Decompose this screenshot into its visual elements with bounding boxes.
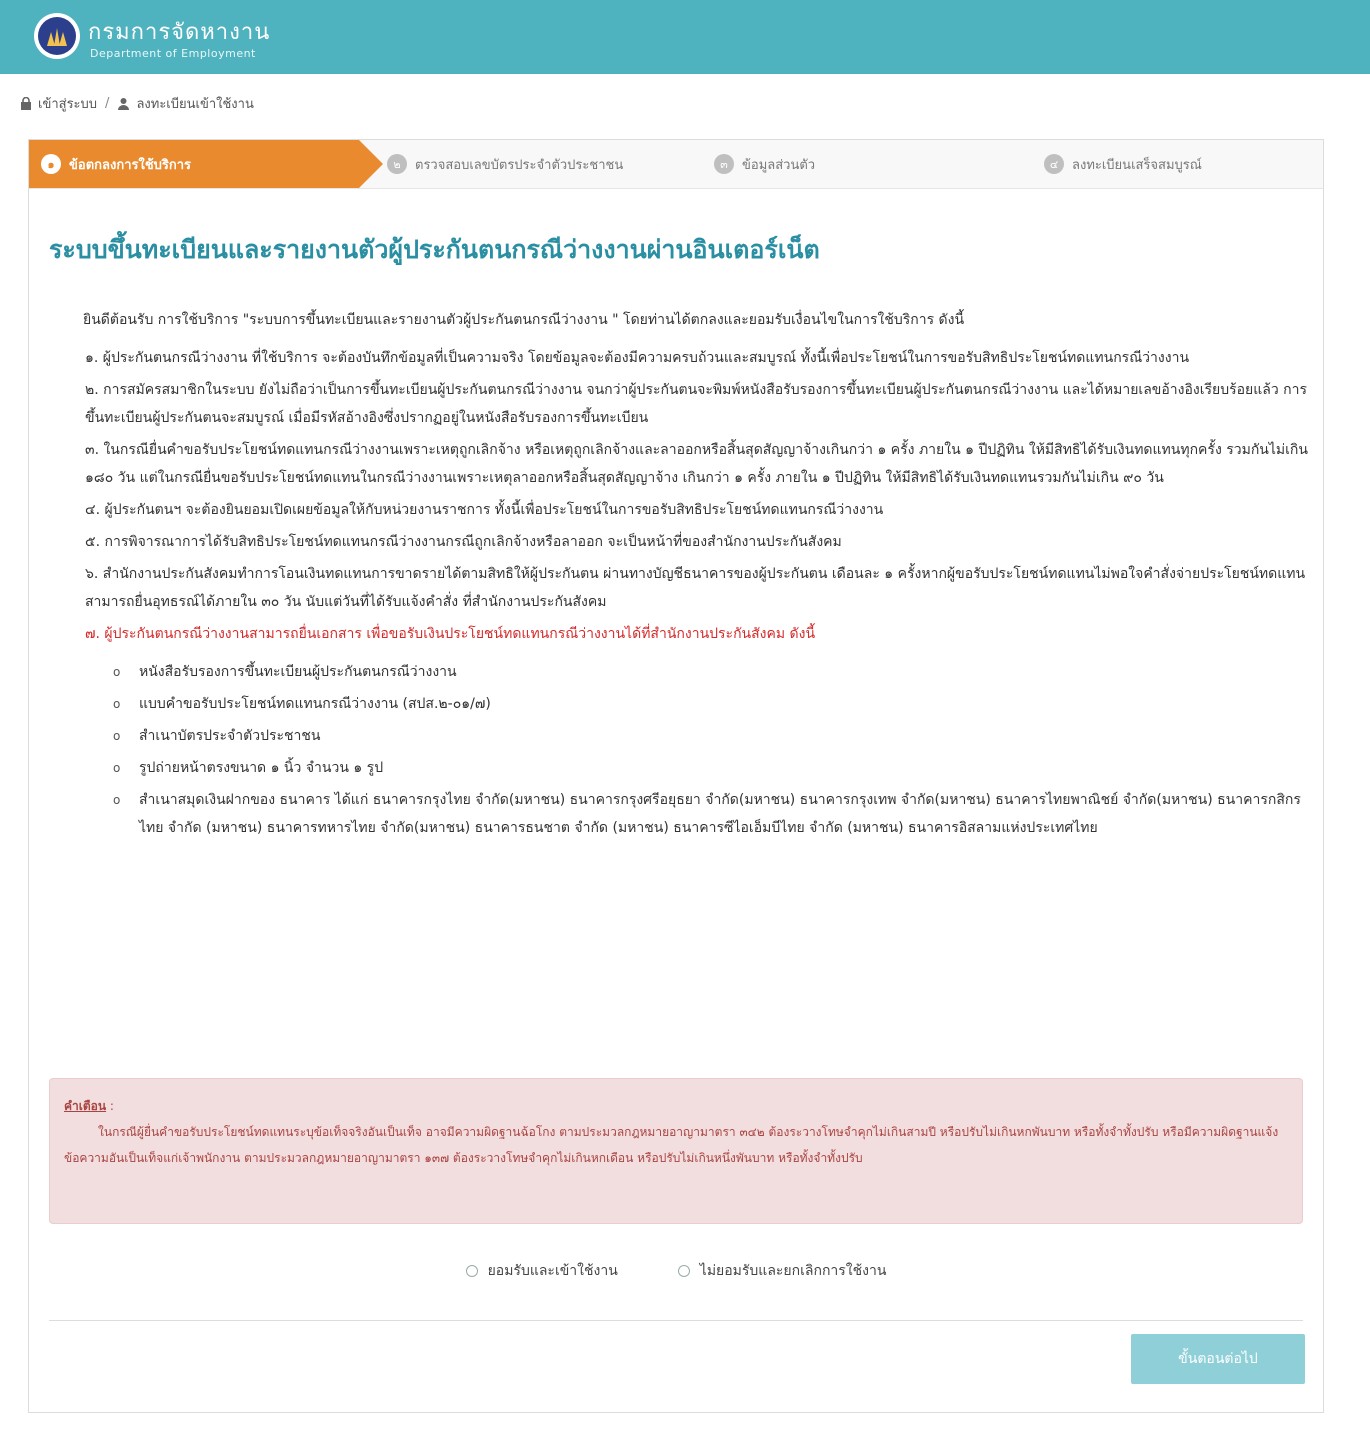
accept-radio-circle[interactable] xyxy=(466,1265,478,1277)
term-item: ๓. ในกรณียื่นคำขอรับประโยชน์ทดแทนกรณีว่างงานเพราะเหตุถูกเลิกจ้าง หรือเหตุถูกเลิกจ้างและลาออกหรือสิ้นสุดสัญญาจ้างเกินกว่า ๑ ครั้ง ภายใน ๑ ปีปฏิทิน ให้มีสิทธิได้รับเงินทดแทนทุกครั้ง รวมกันไม่เกิน ๑๘๐ วัน แต่ในกรณียื่นขอรับประโยชน์ทดแทนในกรณีว่างงานเพราะเหตุลาออกหรือสิ้นสุดสัญญาจ้าง เกินกว่า ๑ ครั้ง ภายใน ๑ ปีปฏิทิน ให้มีสิทธิได้รับเงินทดแทนรวมกันไม่เกิน ๙๐ วัน xyxy=(85,442,1308,486)
step-1-label: ข้อตกลงการใช้บริการ xyxy=(69,157,192,173)
step-1-number: ๑ xyxy=(41,154,61,174)
warning-title: คำเตือน xyxy=(64,1099,107,1113)
decline-radio-label: ไม่ยอมรับและยกเลิกการใช้งาน xyxy=(699,1263,887,1279)
breadcrumb-home[interactable] xyxy=(20,93,97,114)
lock-icon xyxy=(20,97,32,110)
breadcrumb-current xyxy=(117,93,253,114)
department-logo xyxy=(34,13,80,59)
step-4 xyxy=(1044,140,1202,188)
term-item: ๔. ผู้ประกันตนฯ จะต้องยินยอมเปิดเผยข้อมูลให้กับหน่วยงานราชการ ทั้งนี้เพื่อประโยชน์ในการขอรับสิทธิประโยชน์ทดแทนกรณีว่างงาน xyxy=(85,502,884,518)
terms-list xyxy=(49,344,1309,648)
consent-options xyxy=(29,1260,1323,1282)
terms-content xyxy=(49,306,1309,846)
page-title: ระบบขึ้นทะเบียนและรายงานตัวผู้ประกันตนกรณีว่างงานผ่านอินเตอร์เน็ต xyxy=(49,235,820,264)
step-active-bg xyxy=(29,140,359,188)
document-item: o สำเนาสมุดเงินฝากของ ธนาคาร ได้แก่ ธนาคารกรุงไทย จำกัด(มหาชน) ธนาคารกรุงศรีอยุธยา จำกัด(มหาชน) ธนาคารกรุงเทพ จำกัด(มหาชน) ธนาคารไทยพาณิชย์ จำกัด(มหาชน) ธนาคารกสิกรไทย จำกัด (มหาชน) ธนาคารทหารไทย จำกัด(มหาชน) ธนาคารธนชาต จำกัด (มหาชน) ธนาคารซีไอเอ็มบีไทย จำกัด (มหาชน) ธนาคารอิสลามแห่งประเทศไทย xyxy=(107,786,1309,842)
step-2-number: ๒ xyxy=(387,154,407,174)
term-item: ๑. ผู้ประกันตนกรณีว่างงาน ที่ใช้บริการ จะต้องบันทึกข้อมูลที่เป็นความจริง โดยข้อมูลจะต้องมีความครบถ้วนและสมบูรณ์ ทั้งนี้เพื่อประโยชน์ในการขอรับสิทธิประโยชน์ทดแทนกรณีว่างงาน xyxy=(85,350,1190,366)
term-item-highlight: ๗. ผู้ประกันตนกรณีว่างงานสามารถยื่นเอกสาร เพื่อขอรับเงินประโยชน์ทดแทนกรณีว่างงานได้ที่สำนักงานประกันสังคม ดังนี้ xyxy=(85,626,816,642)
document-item: o สำเนาบัตรประจำตัวประชาชน xyxy=(107,722,1309,750)
wizard-steps xyxy=(29,140,1323,189)
document-item: o แบบคำขอรับประโยชน์ทดแทนกรณีว่างงาน (สปส.๒-๐๑/๗) xyxy=(107,690,1309,718)
divider xyxy=(49,1320,1303,1321)
decline-radio[interactable] xyxy=(678,1260,887,1282)
step-2-label: ตรวจสอบเลขบัตรประจำตัวประชาชน xyxy=(415,157,624,173)
decline-radio-circle[interactable] xyxy=(678,1265,690,1277)
registration-panel xyxy=(28,139,1324,1413)
breadcrumb-home-label: เข้าสู่ระบบ xyxy=(38,96,98,112)
required-documents-list xyxy=(107,658,1309,842)
warning-body: ในกรณีผู้ยื่นคำขอรับประโยชน์ทดแทนระบุข้อเท็จจริงอันเป็นเท็จ อาจมีความผิดฐานฉ้อโกง ตามประมวลกฎหมายอาญามาตรา ๓๔๒ ต้องระวางโทษจำคุกไม่เกินสามปี หรือปรับไม่เกินหกพันบาท หรือทั้งจำทั้งปรับ หรือมีความผิดฐานแจ้งข้อความอันเป็นเท็จแก่เจ้าพนักงาน ตามประมวลกฎหมายอาญามาตรา ๑๓๗ ต้องระวางโทษจำคุกไม่เกินหกเดือน หรือปรับไม่เกินหนึ่งพันบาท หรือทั้งจำทั้งปรับ xyxy=(64,1125,1279,1165)
term-item: ๖. สำนักงานประกันสังคมทำการโอนเงินทดแทนการขาดรายได้ตามสิทธิให้ผู้ประกันตน ผ่านทางบัญชีธนาคารของผู้ประกันตน เดือนละ ๑ ครั้งหากผู้ขอรับประโยชน์ทดแทนไม่พอใจคำสั่งจ่ายประโยชน์ทดแทน สามารถยื่นอุทธรณ์ได้ภายใน ๓๐ วัน นับแต่วันที่ได้รับแจ้งคำสั่ง ที่สำนักงานประกันสังคม xyxy=(85,566,1306,610)
warning-box: คำเตือน : ในกรณีผู้ยื่นคำขอรับประโยชน์ทดแทนระบุข้อเท็จจริงอันเป็นเท็จ อาจมีความผิดฐานฉ้อโกง ตามประมวลกฎหมายอาญามาตรา ๓๔๒ ต้องระวางโทษจำคุกไม่เกินสามปี หรือปรับไม่เกินหกพันบาท หรือทั้งจำทั้งปรับ หรือมีความผิดฐานแจ้งข้อความอันเป็นเท็จแก่เจ้าพนักงาน ตามประมวลกฎหมายอาญามาตรา ๑๓๗ ต้องระวางโทษจำคุกไม่เกินหกเดือน หรือปรับไม่เกินหนึ่งพันบาท หรือทั้งจำทั้งปรับ xyxy=(49,1078,1303,1224)
accept-radio[interactable] xyxy=(466,1260,618,1282)
app-header xyxy=(0,0,1370,74)
breadcrumb xyxy=(0,74,1370,132)
accept-radio-label: ยอมรับและเข้าใช้งาน xyxy=(487,1263,618,1279)
user-icon xyxy=(117,97,130,110)
brand-name-english: Department of Employment xyxy=(90,47,256,60)
step-3-label: ข้อมูลส่วนตัว xyxy=(742,157,816,173)
term-item: ๕. การพิจารณาการได้รับสิทธิประโยชน์ทดแทนกรณีว่างงานกรณีถูกเลิกจ้างหรือลาออก จะเป็นหน้าที่ของสำนักงานประกันสังคม xyxy=(85,534,842,550)
step-3 xyxy=(714,140,815,188)
intro-text: ยินดีต้อนรับ การใช้บริการ "ระบบการขึ้นทะเบียนและรายงานตัวผู้ประกันตนกรณีว่างงาน " โดยท่านได้ตกลงและยอมรับเงื่อนไขในการใช้บริการ ดังนี้ xyxy=(83,312,965,328)
document-item: o หนังสือรับรองการขึ้นทะเบียนผู้ประกันตนกรณีว่างงาน xyxy=(107,658,1309,686)
term-item: ๒. การสมัครสมาชิกในระบบ ยังไม่ถือว่าเป็นการขึ้นทะเบียนผู้ประกันตนกรณีว่างงาน จนกว่าผู้ประกันตนจะพิมพ์หนังสือรับรองการขึ้นทะเบียนผู้ประกันตนกรณีว่างงาน และได้หมายเลขอ้างอิงเรียบร้อยแล้ว การขึ้นทะเบียนผู้ประกันตนจะสมบูรณ์ เมื่อมีรหัสอ้างอิงซึ่งปรากฏอยู่ในหนังสือรับรองการขึ้นทะเบียน xyxy=(85,382,1307,426)
step-1 xyxy=(41,140,191,188)
breadcrumb-current-label: ลงทะเบียนเข้าใช้งาน xyxy=(136,96,254,112)
step-4-label: ลงทะเบียนเสร็จสมบูรณ์ xyxy=(1072,157,1202,173)
breadcrumb-separator: / xyxy=(105,95,110,111)
brand-name-thai: กรมการจัดหางาน xyxy=(88,20,271,45)
step-3-number: ๓ xyxy=(714,154,734,174)
next-step-button[interactable]: ขั้นตอนต่อไป xyxy=(1131,1334,1305,1384)
step-4-number: ๔ xyxy=(1044,154,1064,174)
document-item: o รูปถ่ายหน้าตรงขนาด ๑ นิ้ว จำนวน ๑ รูป xyxy=(107,754,1309,782)
step-2 xyxy=(387,140,623,188)
